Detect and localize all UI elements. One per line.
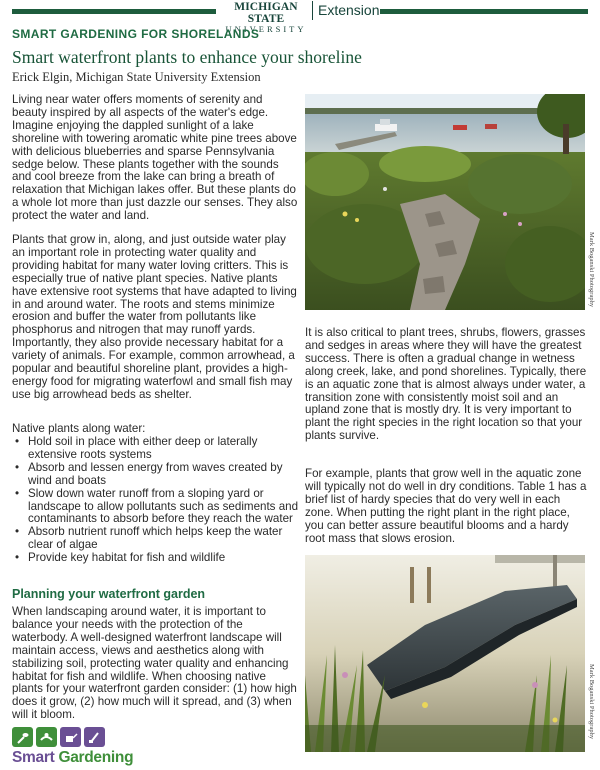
msu-logo-line2: UNIVERSITY	[225, 24, 307, 34]
benefits-list	[12, 436, 300, 565]
paragraph-example: For example, plants that grow well in the aquatic zone will typically not do well in dry conditions. Table 1 has a brief list of hardy species that do very well in each zone. When putting the right plant in the right place, you can better assure beautiful blooms and a hardy root mass that slows erosion.	[305, 467, 587, 545]
list-item: • Absorb and lessen energy from waves created by wind and boats	[12, 462, 300, 488]
wordmark-gardening: Gardening	[58, 749, 134, 766]
list-item: • Absorb nutrient runoff which helps keep the water clear of algae	[12, 526, 300, 552]
header-divider	[312, 1, 313, 20]
wordmark-smart: Smart	[12, 749, 55, 766]
extension-label: Extension	[318, 2, 380, 18]
list-item: • Hold soil in place with either deep or laterally extensive roots systems	[12, 436, 300, 462]
photo-credit-bottom: Mark Boganski Photography	[588, 664, 595, 740]
msu-logo-line1: MICHIGAN STATE	[234, 1, 298, 25]
header-rule-left	[12, 9, 216, 14]
page-title: Smart waterfront plants to enhance your shoreline	[12, 47, 362, 67]
section-subhead: Planning your waterfront garden	[12, 587, 206, 601]
smart-gardening-wordmark	[12, 749, 133, 767]
shoreline-garden-photo	[305, 94, 585, 310]
shovel-icon	[84, 727, 105, 747]
canoe-photo	[305, 555, 585, 752]
hands-icon	[36, 727, 57, 747]
paragraph-planning: When landscaping around water, it is important to balance your needs with the protection of the waterbody. A well-designed waterfront landscape will maintain access, views and aesthetics along with stabilizing soil, protecting water quality and enhancing habitat for fish and wildlife. When choosing native plants for your waterfront garden consider: (1) how high does it grow, (2) how much will it spread, and (3) when will it bloom.	[12, 605, 297, 722]
author-byline: Erick Elgin, Michigan State University Extension	[12, 70, 261, 84]
watering-can-icon	[60, 727, 81, 747]
list-item: • Provide key habitat for fish and wildlife	[12, 552, 300, 565]
list-item: • Slow down water runoff from a sloping yard or landscape to allow pollutants such as sediments and contaminants to absorb before they reach the water	[12, 488, 300, 527]
paragraph-zones: It is also critical to plant trees, shrubs, flowers, grasses and sedges in areas where they will have the greatest success. There is often a gradual change in wetness along creek, lake, and pond shorelines. Typically, there is an aquatic zone that is almost always under water, a transition zone with consistently moist soil and an upland zone that is mostly dry. It is very important to plant the right species in the right location so that your plants survive.	[305, 326, 587, 443]
seedling-trowel-icon	[12, 727, 33, 747]
bullets-intro: Native plants along water:	[12, 422, 146, 435]
section-label: SMART GARDENING FOR SHORELANDS	[12, 27, 260, 41]
header-rule-right	[380, 9, 588, 14]
paragraph-native-plants: Plants that grow in, along, and just outside water play an important role in protecting water quality and providing habitat for many water loving critters. This is especially true of native plant species. Native plants have extensive root systems that have adapted to living in and around water. The roots and stems minimize erosion and buffer the water from pollutants like phosphorus and nitrogen that may runoff yards. Importantly, they also provide necessary habitat for a variety of animals. For example, common arrowhead, a popular and beautiful shoreline plant, provides a high-energy food for migrating waterfowl and small fish may use big arrowhead beds as shelter.	[12, 233, 297, 401]
smart-gardening-icons	[12, 727, 105, 747]
paragraph-intro: Living near water offers moments of serenity and beauty inspired by all aspects of the water's edge. Imagine enjoying the dappled sunlight of a lake shoreline with towering aromatic white pine trees above with delicious blueberries and sparse Pennsylvania sedge below. These plants together with the sounds and cool breeze from the lake can bring a breath of relaxation that Michigan lakes offer. But these plants do a whole lot more than just dazzle our senses. They also protect the water and land.	[12, 93, 298, 223]
photo-credit-top: Mark Boganski Photography	[588, 232, 595, 308]
